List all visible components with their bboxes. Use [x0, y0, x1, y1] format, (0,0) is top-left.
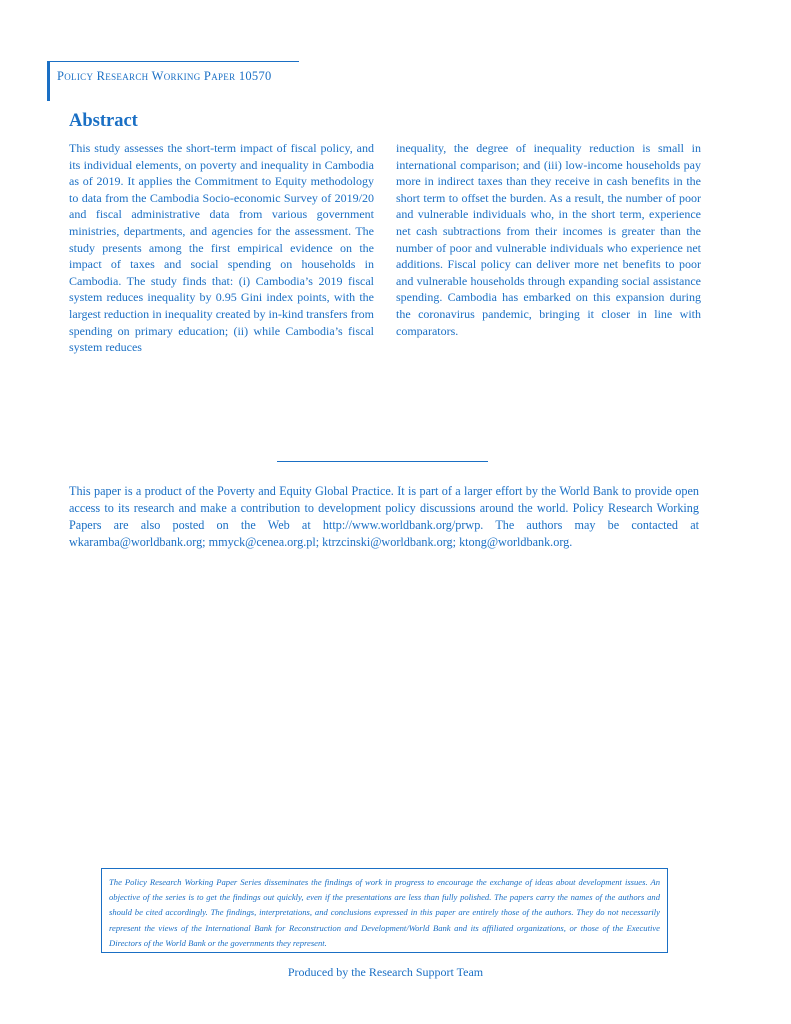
abstract-column-right: inequality, the degree of inequality reduction is small in international comparison; and (iii) low-income households pay more in indirect taxes than they receive in cash benefits in the short term to offset the burden. As a result, the number of poor and vulnerable individuals who, in the short term, experience net cash subtractions from their incomes is greater than the number of poor and vulnerable individuals who experience net additions. Fiscal policy can deliver more net benefits to poor and vulnerable households through expanding social assistance spending. Cambodia has embarked on this expansion during the coronavirus pandemic, bringing it closer in line with comparators. — [396, 141, 701, 338]
disclaimer-box — [101, 868, 668, 953]
produced-by: Produced by the Research Support Team — [287, 965, 484, 979]
series-header — [47, 61, 299, 101]
header-vertical-rule — [47, 61, 50, 101]
series-title: Policy Research Working Paper 10570 — [57, 69, 272, 83]
section-divider — [277, 461, 488, 462]
abstract-column-left: This study assesses the short-term impact of fiscal policy, and its individual elements, on poverty and inequality in Cambodia as of 2019. It applies the Commitment to Equity methodology to data from the Cambodia Socio-economic Survey of 2019/20 and fiscal administrative data from various government ministries, departments, and agencies for the assessment. The study presents among the first empirical evidence on the impact of taxes and social spending on households in Cambodia. The study finds that: (i) Cambodia’s 2019 fiscal system reduces inequality by 0.95 Gini index points, with the largest reduction in inequality created by in-kind transfers from spending on primary education; (ii) while Cambodia’s fiscal system reduces — [69, 141, 374, 355]
abstract-heading: Abstract — [69, 111, 138, 131]
product-note: This paper is a product of the Poverty and Equity Global Practice. It is part of a larger effort by the World Bank to provide open access to its research and make a contribution to development policy discussions around the world. Policy Research Working Papers are also posted on the Web at http://www.worldbank.org/prwp. The authors may be contacted at wkaramba@worldbank.org; mmyck@cenea.org.pl; ktrzcinski@worldbank.org; ktong@worldbank.org. — [69, 484, 699, 549]
header-horizontal-rule — [47, 61, 299, 62]
disclaimer-text: The Policy Research Working Paper Series disseminates the findings of work in progress to encourage the exchange of ideas about development issues. An objective of the series is to get the findings out quickly, even if the presentations are less than fully polished. The papers carry the names of the authors and should be cited accordingly. The findings, interpretations, and conclusions expressed in this paper are entirely those of the authors. They do not necessarily represent the views of the International Bank for Reconstruction and Development/World Bank and its affiliated organizations, or those of the Executive Directors of the World Bank or the governments they represent. — [109, 877, 660, 948]
